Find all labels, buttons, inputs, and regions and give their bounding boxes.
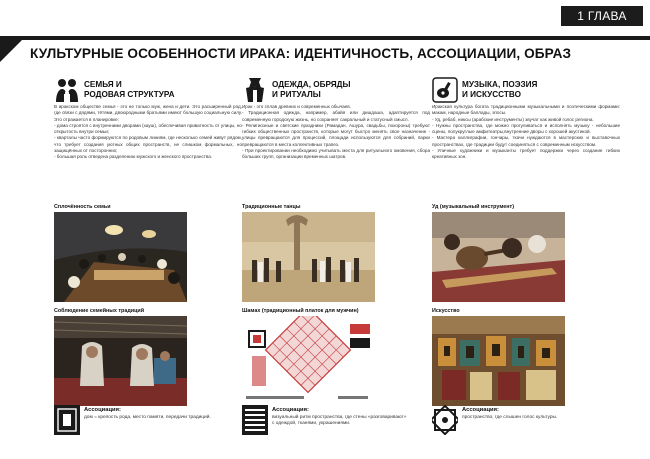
photo-art-painting: [432, 316, 565, 406]
photo-caption: Традиционные танцы: [242, 204, 301, 210]
association-clothing: [242, 405, 430, 439]
family-icon: [54, 76, 80, 104]
photo-caption: Искусство: [432, 308, 460, 314]
paragraph: - Нужны пространства, где можно прогуливаться и исполнять музыку - небольшие сцены, полукруглые амфитеатры,внутренние дворы с хорошей акустикой.: [432, 122, 620, 135]
photo-caption: Соблюдение семейных традиций: [54, 308, 145, 314]
chapter-tab: 1 ГЛАВА: [561, 6, 643, 26]
column-clothing: [242, 74, 430, 160]
association-text: дом = крепость рода, место памяти, передачи традиций.: [84, 415, 211, 420]
column-title-line-1: СЕМЬЯ И: [84, 80, 122, 89]
clothing-icon: [242, 76, 268, 104]
column-body: [242, 104, 430, 161]
paragraph: - Мастера каллиграфии, гончары, ткачи нуждаются в мастерских и выставочных пространствах, где традиции будут соединяться с современным искусством.: [432, 135, 620, 147]
banner-stripe: [0, 36, 650, 40]
paragraph: - Традиционная одежда, например, абайя или дишдаша, адаптируется под современную городскую жизнь, но сохраняет сакральный и статусный смысл.: [242, 110, 430, 122]
paragraph: - Религиозные и светские праздники (Рамадан, Ашура, свадьбы, похороны) требуют гибких общественных пространств, которые могут быстро менять свое назначение - улицы превращаются для процессий, площади используются для собраний, парки превращаются в места коллективных трапез.: [242, 122, 430, 147]
paragraph: - большая роль отведена разделению мужского и женского пространства.: [54, 154, 213, 160]
association-text: пространство, где слышен голос культуры.: [462, 415, 558, 420]
paragraph: - Уд, ребаб, никсы (арабские инструменты) звучат как живой голос региона.: [432, 116, 594, 122]
paragraph: - Уличные художники и музыканты требует поддержки через создание гибких креативных зон.: [432, 148, 620, 160]
association-label: Ассоциация:: [272, 407, 309, 413]
column-family: [54, 74, 242, 160]
photo-shemagh-pattern: [242, 316, 375, 406]
music-icon: [432, 76, 458, 104]
pattern-icon: [242, 405, 268, 435]
paragraph: - При проектировании необходимо учитывать места для ритуального омовения, сбора больших групп, организации временных шатров.: [242, 148, 430, 160]
photo-traditional-dance: [242, 212, 375, 302]
column-title: [462, 80, 612, 100]
association-music: [432, 405, 620, 439]
paragraph: В иракском обществе семья - это не только муж, жена и дети. Это расширенный род, где связи с дядями, тётями, двоюродными братьями имеют большую социальную силу. Это отражается в планировке:: [54, 104, 242, 122]
column-title: [272, 80, 422, 100]
column-body: [54, 104, 242, 161]
banner-wedge: [0, 36, 26, 62]
photo-caption: Сплочённость семьи: [54, 204, 111, 210]
ornament-icon: [54, 405, 80, 435]
column-music: [432, 74, 620, 160]
association-label: Ассоциация:: [84, 407, 121, 413]
association-text: визуальный ритм пространства, где стены «разговаривают» с одеждой, тканями, украшениями.: [272, 415, 407, 427]
photo-family-gathering: [54, 212, 187, 302]
column-title-line-2: РОДОВАЯ СТРУКТУРА: [84, 90, 175, 99]
column-title-line-2: И РИТУАЛЫ: [272, 90, 321, 99]
paragraph: - дома строятся с внутренними дворами (хауш), обеспечивая приватность от улицы, но открытость внутри семьи;: [54, 122, 242, 135]
column-title: [84, 80, 234, 100]
page-title: КУЛЬТУРНЫЕ ОСОБЕННОСТИ ИРАКА: ИДЕНТИЧНОСТЬ, АССОЦИАЦИИ, ОБРАЗ: [30, 46, 572, 61]
paragraph: Ирак - это сплав древних и современных обычаев.: [242, 104, 351, 109]
star-ornament-icon: [432, 405, 458, 435]
photo-oud-instrument: [432, 212, 565, 302]
column-title-line-1: МУЗЫКА, ПОЭЗИЯ: [462, 80, 538, 89]
column-title-line-1: ОДЕЖДА, ОБРЯДЫ: [272, 80, 351, 89]
photo-caption: Уд (музыкальный инструмент): [432, 204, 514, 210]
photo-family-traditions: [54, 316, 187, 406]
association-label: Ассоциация:: [462, 407, 499, 413]
photo-caption: Шамах (традиционный платок для мужчин): [242, 308, 359, 314]
paragraph: Иракская культура богата традиционными музыкальными и поэтическими формами: макам, народные баллады, эпосы.: [432, 104, 620, 116]
column-title-line-2: И ИСКУССТВО: [462, 90, 521, 99]
column-body: [432, 104, 620, 161]
paragraph: - кварталы часто формируются по родовым линиям, где несколько семей живут рядом, что требует создания уютных общих пространств, не слишком формальных, но защищённых от посторонних;: [54, 135, 242, 154]
association-family: [54, 405, 242, 439]
